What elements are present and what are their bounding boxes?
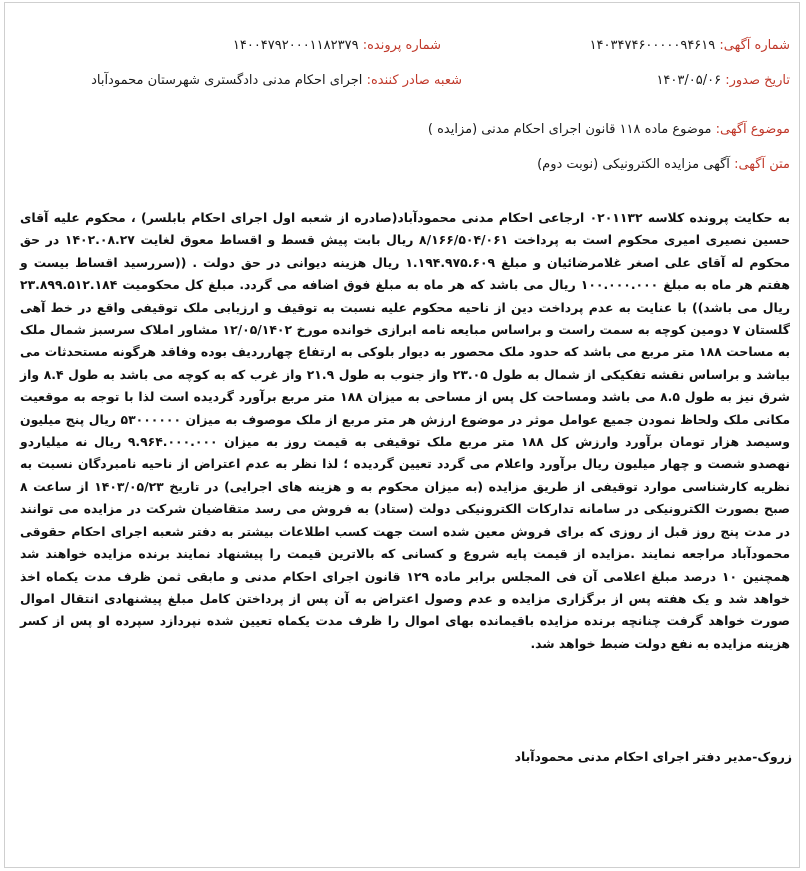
subject-row (428, 120, 790, 140)
issue-date-row (656, 71, 790, 91)
ad-number-row (590, 36, 790, 56)
text-label: متن آگهی: (734, 157, 790, 172)
text-title: آگهی مزایده الکترونیکی (نوبت دوم) (537, 157, 730, 172)
text-title-row (537, 155, 790, 175)
signature: زروک-مدیر دفتر اجرای احکام مدنی محمودآباد (514, 749, 792, 764)
subject-label: موضوع آگهی: (715, 122, 790, 137)
ad-number-value: ۱۴۰۳۴۷۴۶۰۰۰۰۰۹۴۶۱۹ (589, 38, 716, 53)
branch-value: اجرای احکام مدنی دادگستری شهرستان محمودآباد (91, 73, 363, 88)
subject-value: موضوع ماده ۱۱۸ قانون اجرای احکام مدنی (مزایده ) (427, 122, 712, 137)
file-number-row (233, 36, 441, 56)
notice-body: به حکایت پرونده کلاسه ۰۲۰۱۱۳۲ ارجاعی احکام مدنی محمودآباد(صادره از شعبه اول اجرای احکام بابلسر) ، محکوم علیه آقای حسین نصیری امیری محکوم است به پرداخت ۸/۱۶۶/۵۰۴/۰۶۱ ریال بابت پیش قسط و اقساط معوق لغایت ۱۴۰۲.۰۸.۲۷ در حق محکوم له آقای علی اصغر غلامرضائیان و مبلغ ۱.۱۹۴.۹۷۵.۶۰۹ ریال هزینه دیوانی در حق دولت . ((سررسید اقساط بیست و هفتم هر ماه به مبلغ ۱۰۰.۰۰۰.۰۰۰ ریال می باشد که هر ماه به مبلغ فوق اضافه می گردد. مبلغ کل محکومیت ۲۳.۸۹۹.۵۱۲.۱۸۴ ریال می باشد)) با عنایت به عدم پرداخت دین از ناحیه محکوم علیه نسبت به توقیف و ارزیابی ملک توقیفی واقع در خط آهی گلستان ۷ دومین کوچه به سمت راست و براساس مبایعه نامه ابرازی خوانده مورخ ۱۲/۰۵/۱۴۰۲ مشاور املاک سرسبز شمال ملک به مساحت ۱۸۸ متر مربع می باشد که حدود ملک محصور به دیوار بلوکی به ارتفاع چهارردیف بوده وفاقد هرگونه مستحدثات می بیاشد و براساس نقشه تفکیکی از شمال به طول ۲۳.۰۵ واز جنوب به طول ۲۱.۹ واز غرب که به کوچه می باشد به طول ۸.۴ واز شرق نیز به طول ۸.۵ می باشد ومساحت کل پس از مساحی به میزان ۱۸۸ متر مربع برآورد گردیده است لذا با توجه به موقعیت مکانی ملک ولحاظ نمودن جمیع عوامل موثر در موضوع ارزش هر متر مربع از ملک موصوف به میزان ۵۳۰۰۰۰۰۰ ریال پنج میلیون وسیصد هزار تومان برآورد وارزش کل ۱۸۸ متر مربع ملک توقیفی به قیمت روز به میزان ۹.۹۶۴.۰۰۰.۰۰۰ ریال نه میلیاردو نهصدو شصت و چهار میلیون ریال برآورد واعلام می گردد تعیین گردیده ؛ لذا نظر به عدم اعتراض از ناحیه نامبردگان نسبت به نظریه کارشناسی موارد توقیفی از طریق مزایده (به میزان محکوم به و هزینه های اجرایی) در تاریخ ۱۴۰۳/۰۵/۲۳ از ساعت ۸ صبح بصورت الکترونیکی در سامانه تدارکات الکترونیکی دولت (ستاد) به فروش می رسد متقاضیان شرکت در مزایده می توانند در مدت پنج روز قبل از روزی که برای فروش معین شده است جهت کسب اطلاعات بیشتر به دفتر شعبه اجرای احکام حقوقی محمودآباد مراجعه نمایند .مزایده از قیمت پایه شروع و کسانی که بالاترین قیمت را پیشنهاد نمایند برنده مزایده خواهند شد همچنین ۱۰ درصد مبلغ اعلامی آن فی المجلس برابر ماده ۱۲۹ قانون اجرای احکام مدنی و مابقی ثمن ظرف مدت یکماه اخذ خواهد شد و یک هفته پس از برگزاری مزایده و عدم وصول اعتراض به آن پس از پرداختن کامل مبلغ پیشنهادی انتقال اموال صورت خواهد گرفت چنانچه برنده مزایده باقیمانده بهای اموال را ظرف مدت یکماه تعیین شده نپردازد سپرده او پس از کسر هزینه مزایده به نفع دولت ضبط خواهد شد. (20, 210, 791, 651)
issue-date-label: تاریخ صدور: (725, 73, 790, 88)
ad-number-label: شماره آگهی: (719, 38, 790, 53)
branch-row (91, 71, 462, 91)
branch-label: شعبه صادر کننده: (366, 73, 462, 88)
issue-date-value: ۱۴۰۳/۰۵/۰۶ (656, 73, 722, 88)
file-number-value: ۱۴۰۰۴۷۹۲۰۰۰۱۱۸۲۳۷۹ (232, 38, 359, 53)
file-number-label: شماره پرونده: (362, 38, 441, 53)
